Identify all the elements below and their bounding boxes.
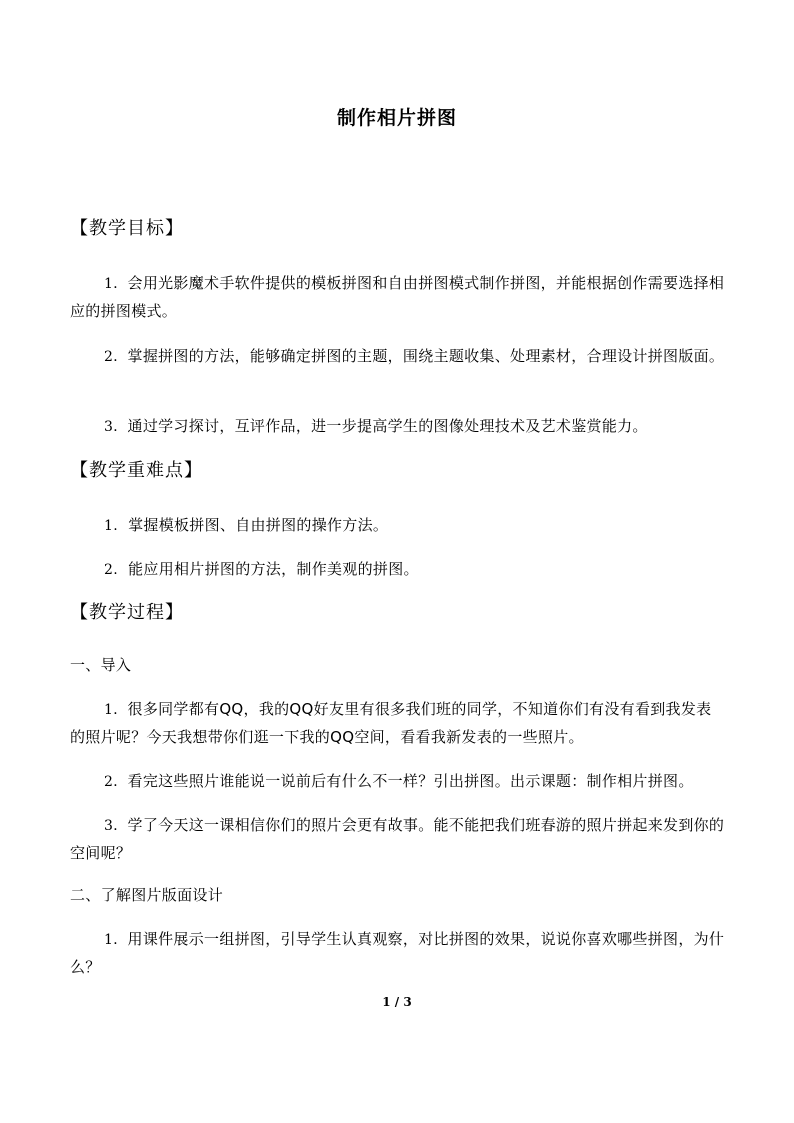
- objective-text: 通过学习探讨，互评作品，进一步提高学生的图像处理技术及艺术鉴赏能力。: [127, 417, 648, 435]
- intro-step-number: 2．: [104, 774, 128, 790]
- objective-number: 1．: [104, 276, 128, 292]
- section-layout-design: 二、了解图片版面设计: [70, 886, 224, 904]
- intro-step-text: 看完这些照片谁能说一说前后有什么不一样？引出拼图。出示课题：制作相片拼图。: [127, 772, 694, 790]
- heading-objectives: 【教学目标】: [70, 218, 184, 239]
- heading-key-points: 【教学重难点】: [70, 460, 203, 481]
- key-point-item-2: [104, 556, 724, 584]
- objective-text: 掌握拼图的方法，能够确定拼图的主题，围绕主题收集、处理素材，合理设计拼图版面。: [127, 347, 725, 365]
- objective-item-2: [70, 343, 726, 371]
- section-intro: 一、导入: [70, 656, 132, 674]
- key-point-text: 能应用相片拼图的方法，制作美观的拼图。: [128, 560, 419, 578]
- document-title: 制作相片拼图: [336, 107, 457, 129]
- layout-step-1: [70, 926, 726, 981]
- objective-text: 会用光影魔术手软件提供的模板拼图和自由拼图模式制作拼图，并能根据创作需要选择相应的拼图模式。: [70, 274, 725, 320]
- key-point-text: 掌握模板拼图、自由拼图的操作方法。: [128, 516, 389, 534]
- key-point-number: 1.: [104, 518, 118, 534]
- intro-step-3: [70, 812, 726, 867]
- intro-step-1: [70, 696, 726, 751]
- intro-step-number: 1．: [104, 702, 128, 718]
- page-number: 1 / 3: [382, 995, 412, 1009]
- layout-step-text: 用课件展示一组拼图，引导学生认真观察，对比拼图的效果，说说你喜欢哪些拼图，为什么？: [70, 930, 725, 976]
- key-point-item-1: [104, 512, 724, 540]
- intro-step-2: [70, 768, 726, 796]
- intro-step-text: 学了今天这一课相信你们的照片会更有故事。能不能把我们班春游的照片拼起来发到你的空间呢？: [70, 816, 725, 862]
- objective-number: 2．: [104, 349, 128, 365]
- objective-item-3: [70, 413, 726, 441]
- intro-step-text: 很多同学都有QQ，我的QQ好友里有很多我们班的同学，不知道你们有没有看到我发表的照片呢？今天我想带你们逛一下我的QQ空间，看看我新发表的一些照片。: [70, 700, 712, 746]
- heading-process: 【教学过程】: [70, 602, 184, 623]
- objective-number: 3．: [104, 419, 128, 435]
- key-point-number: 2.: [104, 562, 118, 578]
- intro-step-number: 3．: [104, 818, 128, 834]
- layout-step-number: 1．: [104, 932, 128, 948]
- objective-item-1: [70, 270, 726, 325]
